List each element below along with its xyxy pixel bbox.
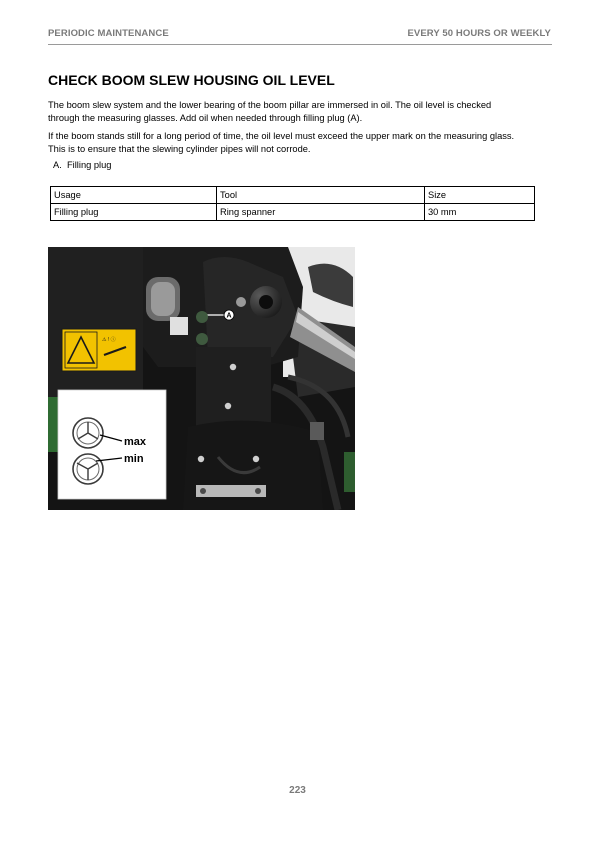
callout-label: A <box>226 312 232 320</box>
page-number: 223 <box>289 785 306 796</box>
cell-size: 30 mm <box>425 204 535 221</box>
tools-table <box>50 186 535 221</box>
header-divider <box>48 44 552 45</box>
min-mark-label: min <box>124 453 144 465</box>
warning-decal-text: ⚠ ! ⓘ <box>102 337 116 343</box>
legend-key: A. <box>53 160 62 170</box>
running-header-section: PERIODIC MAINTENANCE <box>48 28 169 39</box>
running-header-interval: EVERY 50 HOURS OR WEEKLY <box>407 28 551 39</box>
max-mark-label: max <box>124 436 147 448</box>
table-row <box>51 204 535 221</box>
column-header-tool: Tool <box>217 187 425 204</box>
cell-usage: Filling plug <box>51 204 217 221</box>
slew-housing-photo <box>48 247 355 510</box>
column-header-usage: Usage <box>51 187 217 204</box>
table-header-row <box>51 187 535 204</box>
min-glass-icon <box>73 454 103 484</box>
legend-label: Filling plug <box>67 160 112 170</box>
column-header-size: Size <box>425 187 535 204</box>
corrosion-note-paragraph: If the boom stands still for a long period of time, the oil level must exceed the upper mark on the measuring glass. This is to ensure that the slewing cylinder pipes will not corrode. <box>48 131 515 154</box>
figure-legend <box>53 160 111 170</box>
page-title: CHECK BOOM SLEW HOUSING OIL LEVEL <box>48 72 335 88</box>
info-sticker <box>170 317 188 335</box>
sight-glass-inset <box>58 390 166 499</box>
max-glass-icon <box>73 418 103 448</box>
intro-paragraph: The boom slew system and the lower bearing of the boom pillar are immersed in oil. The oil level is checked through the measuring glasses. Add oil when needed through filling plug (A). <box>48 100 492 123</box>
cell-tool: Ring spanner <box>217 204 425 221</box>
